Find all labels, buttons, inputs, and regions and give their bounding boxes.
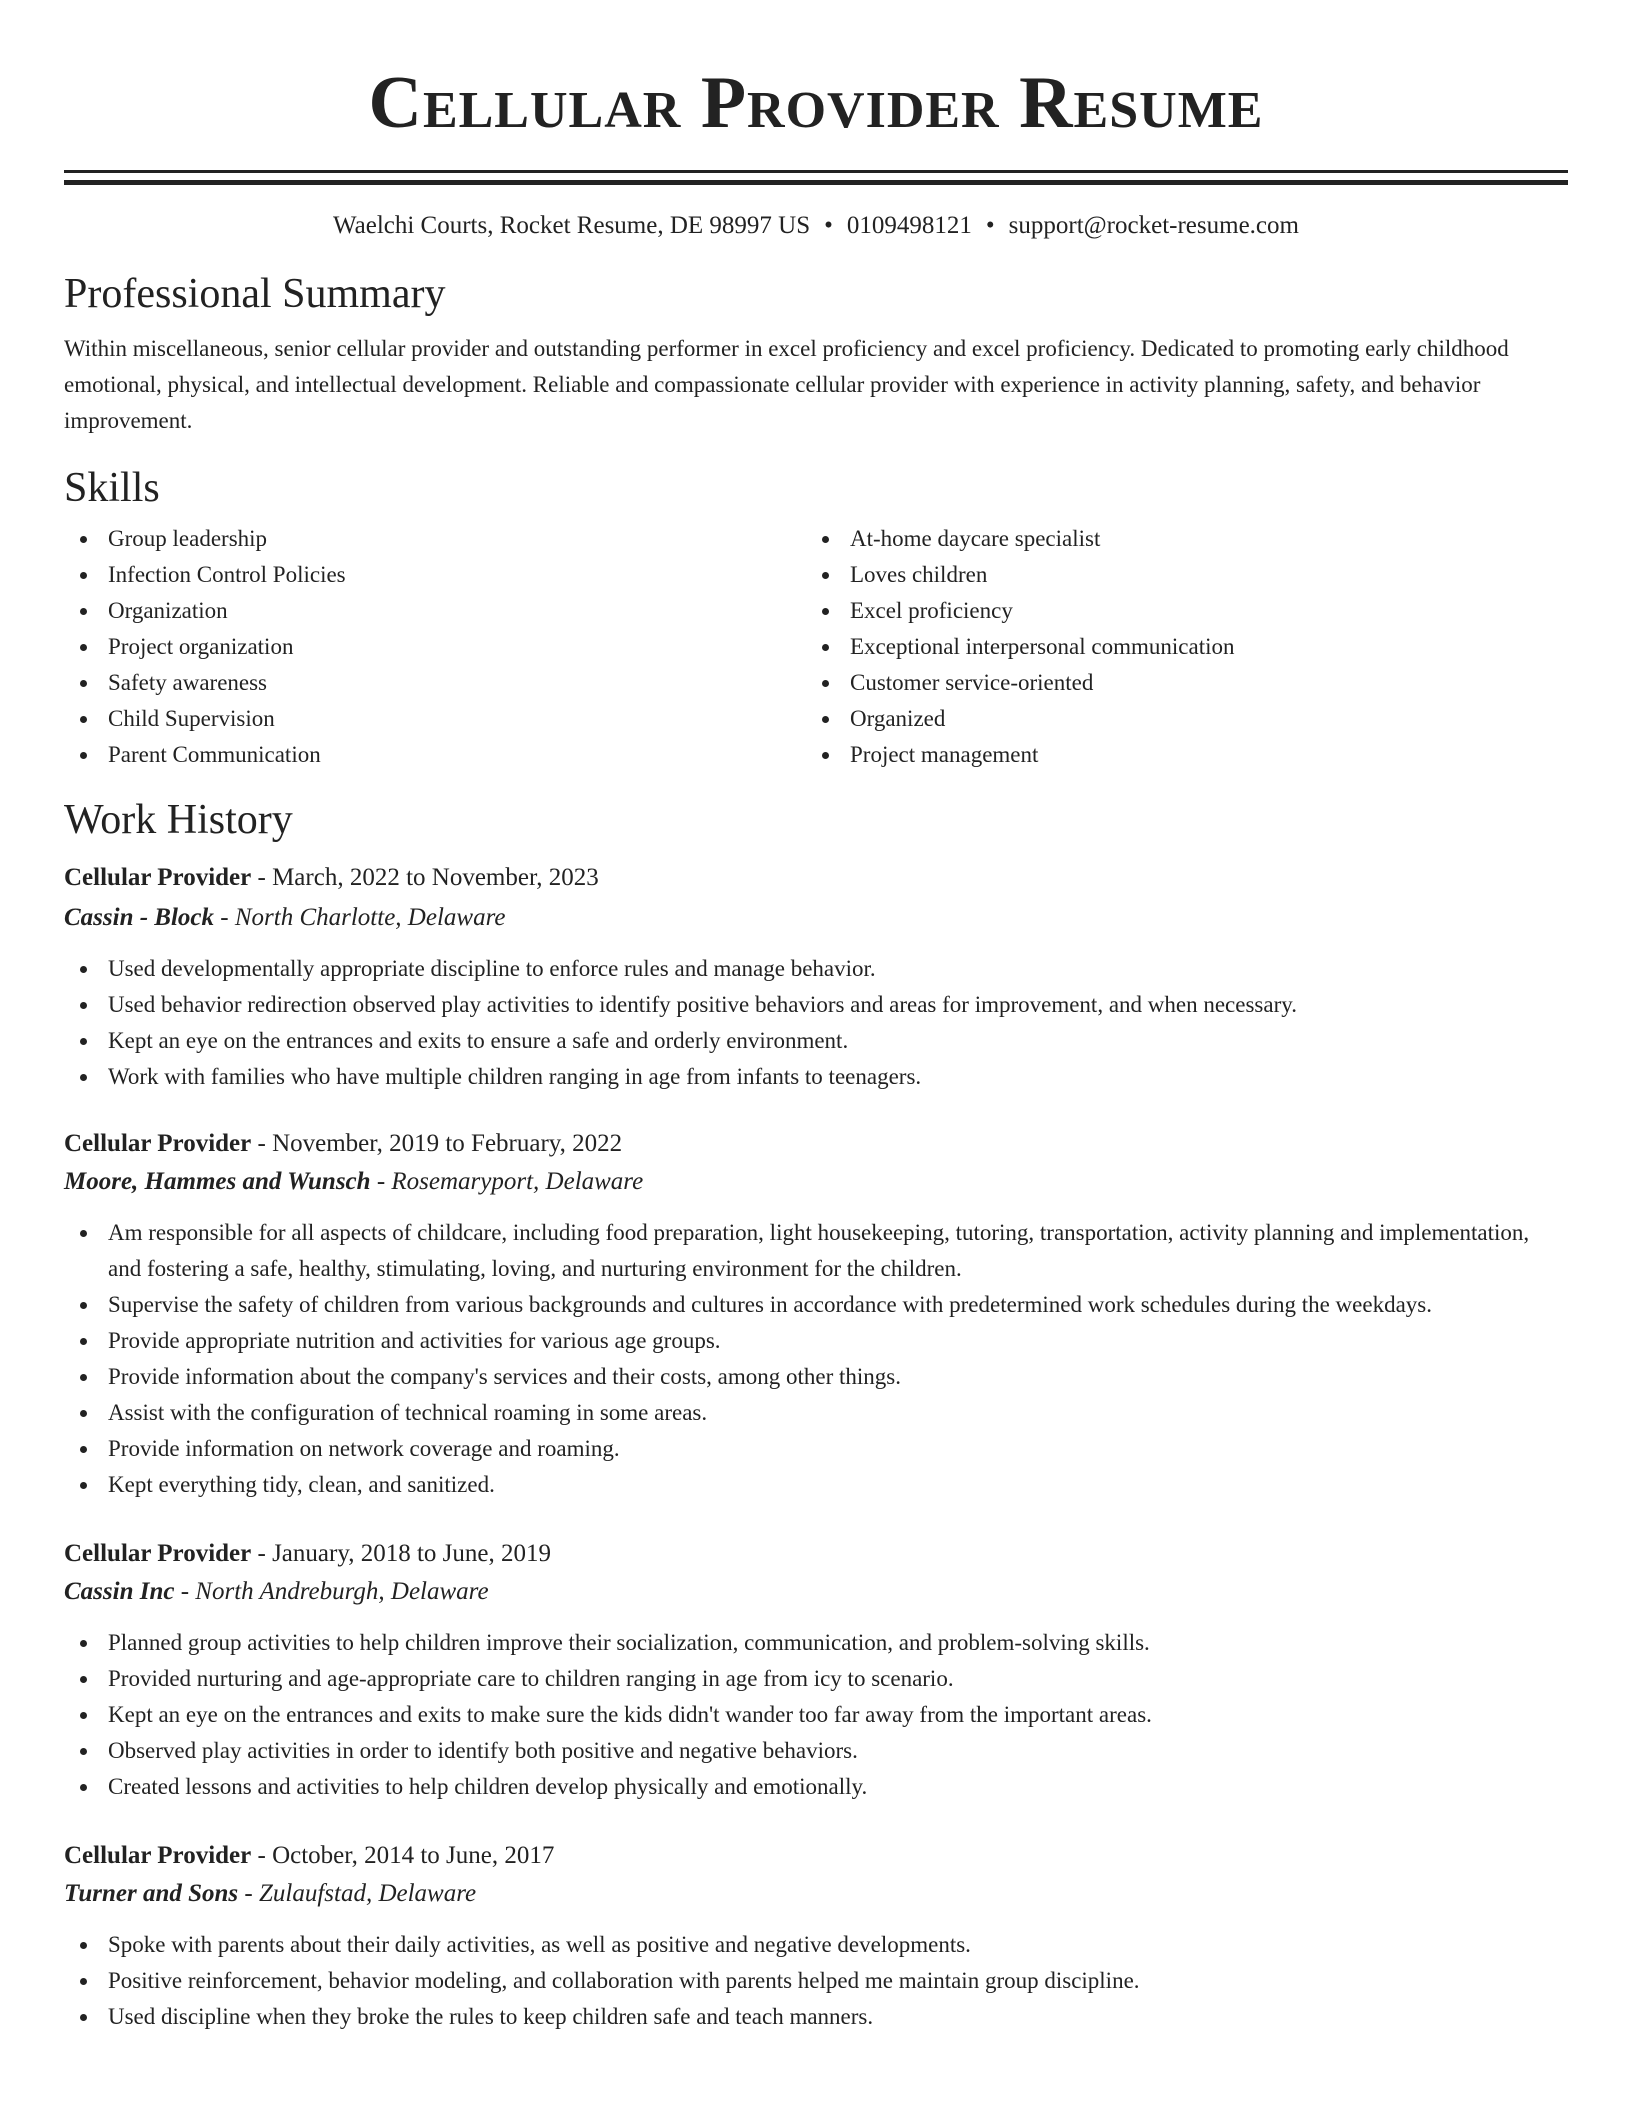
contact-address: Waelchi Courts, Rocket Resume, DE 98997 US [333, 212, 811, 239]
duty-item: Planned group activities to help children improve their socialization, communication, and problem-solving skills. [64, 1625, 1568, 1661]
job-entry [64, 859, 1568, 1095]
skills-heading: Skills [64, 465, 160, 511]
skills-left-column [64, 521, 806, 773]
job-location: - Rosemaryport, Delaware [370, 1168, 644, 1195]
duty-item: Provide information about the company's services and their costs, among other things. [64, 1359, 1568, 1395]
duty-item: Positive reinforcement, behavior modeling, and collaboration with parents helped me maintain group discipline. [64, 1963, 1568, 1999]
job-location: - Zulaufstad, Delaware [238, 1880, 477, 1907]
skill-item: Child Supervision [64, 701, 806, 737]
job-company: Moore, Hammes and Wunsch [64, 1168, 371, 1195]
resume-page [64, 0, 1568, 2035]
duty-item: Kept everything tidy, clean, and sanitized. [64, 1467, 1568, 1503]
skill-item: Safety awareness [64, 665, 806, 701]
skill-item: Project management [806, 737, 1548, 773]
job-company: Cassin Inc [64, 1578, 175, 1605]
work-history-heading: Work History [64, 797, 293, 843]
job-title: Cellular Provider [64, 1842, 252, 1869]
duty-item: Assist with the configuration of technical roaming in some areas. [64, 1395, 1568, 1431]
job-title: Cellular Provider [64, 864, 252, 891]
skill-item: Project organization [64, 629, 806, 665]
skill-item: At-home daycare specialist [806, 521, 1548, 557]
skill-item: Organization [64, 593, 806, 629]
job-company-line [64, 1573, 1568, 1611]
skills-list [64, 521, 1568, 773]
job-company: Turner and Sons [64, 1880, 239, 1907]
job-company-line [64, 899, 1568, 937]
job-dates: - November, 2019 to February, 2022 [251, 1130, 623, 1157]
duty-item: Am responsible for all aspects of childcare, including food preparation, light housekeeping, tutoring, transportation, activity planning and implementation, and fostering a safe, healthy, stimulating, loving, and nurturing environment for the children. [64, 1215, 1568, 1287]
job-duties [64, 1927, 1568, 2035]
page-title: Cellular Provider Resume [368, 62, 1264, 144]
duty-item: Provide information on network coverage and roaming. [64, 1431, 1568, 1467]
duty-item: Provide appropriate nutrition and activities for various age groups. [64, 1323, 1568, 1359]
duty-item: Spoke with parents about their daily activities, as well as positive and negative developments. [64, 1927, 1568, 1963]
duty-item: Observed play activities in order to identify both positive and negative behaviors. [64, 1733, 1568, 1769]
skill-item: Customer service-oriented [806, 665, 1548, 701]
job-entry [64, 1125, 1568, 1503]
skills-right-column [806, 521, 1548, 773]
job-duties [64, 1625, 1568, 1805]
job-entry [64, 1837, 1568, 2035]
contact-line [64, 211, 1568, 241]
title-rule-bottom [64, 180, 1568, 185]
contact-separator: • [985, 212, 995, 239]
skill-item: Loves children [806, 557, 1548, 593]
duty-item: Used discipline when they broke the rules to keep children safe and teach manners. [64, 1999, 1568, 2035]
job-location: - North Andreburgh, Delaware [174, 1578, 489, 1605]
job-dates: - January, 2018 to June, 2019 [251, 1540, 551, 1567]
job-location: - North Charlotte, Delaware [214, 904, 506, 931]
contact-phone: 0109498121 [846, 212, 972, 239]
skill-item: Group leadership [64, 521, 806, 557]
contact-email[interactable]: support@rocket-resume.com [1008, 212, 1299, 239]
skill-item: Excel proficiency [806, 593, 1548, 629]
summary-text: Within miscellaneous, senior cellular provider and outstanding performer in excel proficiency and excel proficiency. Dedicated to promoting early childhood emotional, physical, and intellectual development. Reliable and compassionate cellular provider with experience in activity planning, safety, and behavior improvement. [64, 336, 1509, 433]
job-company-line [64, 1875, 1568, 1913]
job-entry [64, 1535, 1568, 1805]
duty-item: Created lessons and activities to help children develop physically and emotionally. [64, 1769, 1568, 1805]
duty-item: Kept an eye on the entrances and exits to ensure a safe and orderly environment. [64, 1023, 1568, 1059]
job-title-line [64, 1535, 1568, 1573]
job-title: Cellular Provider [64, 1130, 252, 1157]
job-company: Cassin - Block [64, 904, 215, 931]
duty-item: Work with families who have multiple children ranging in age from infants to teenagers. [64, 1059, 1568, 1095]
duty-item: Kept an eye on the entrances and exits to make sure the kids didn't wander too far away from the important areas. [64, 1697, 1568, 1733]
skill-item: Parent Communication [64, 737, 806, 773]
job-dates: - October, 2014 to June, 2017 [251, 1842, 555, 1869]
title-rule-top [64, 170, 1568, 173]
duty-item: Supervise the safety of children from various backgrounds and cultures in accordance with predetermined work schedules during the weekdays. [64, 1287, 1568, 1323]
job-duties [64, 951, 1568, 1095]
job-company-line [64, 1163, 1568, 1201]
duty-item: Provided nurturing and age-appropriate care to children ranging in age from icy to scenario. [64, 1661, 1568, 1697]
job-title-line [64, 859, 1568, 897]
job-duties [64, 1215, 1568, 1503]
duty-item: Used behavior redirection observed play activities to identify positive behaviors and areas for improvement, and when necessary. [64, 987, 1568, 1023]
job-dates: - March, 2022 to November, 2023 [251, 864, 599, 891]
job-title-line [64, 1125, 1568, 1163]
summary-heading: Professional Summary [64, 271, 446, 317]
skill-item: Exceptional interpersonal communication [806, 629, 1548, 665]
contact-separator: • [824, 212, 833, 239]
duty-item: Used developmentally appropriate discipline to enforce rules and manage behavior. [64, 951, 1568, 987]
skill-item: Organized [806, 701, 1548, 737]
skill-item: Infection Control Policies [64, 557, 806, 593]
job-title: Cellular Provider [64, 1540, 252, 1567]
job-title-line [64, 1837, 1568, 1875]
